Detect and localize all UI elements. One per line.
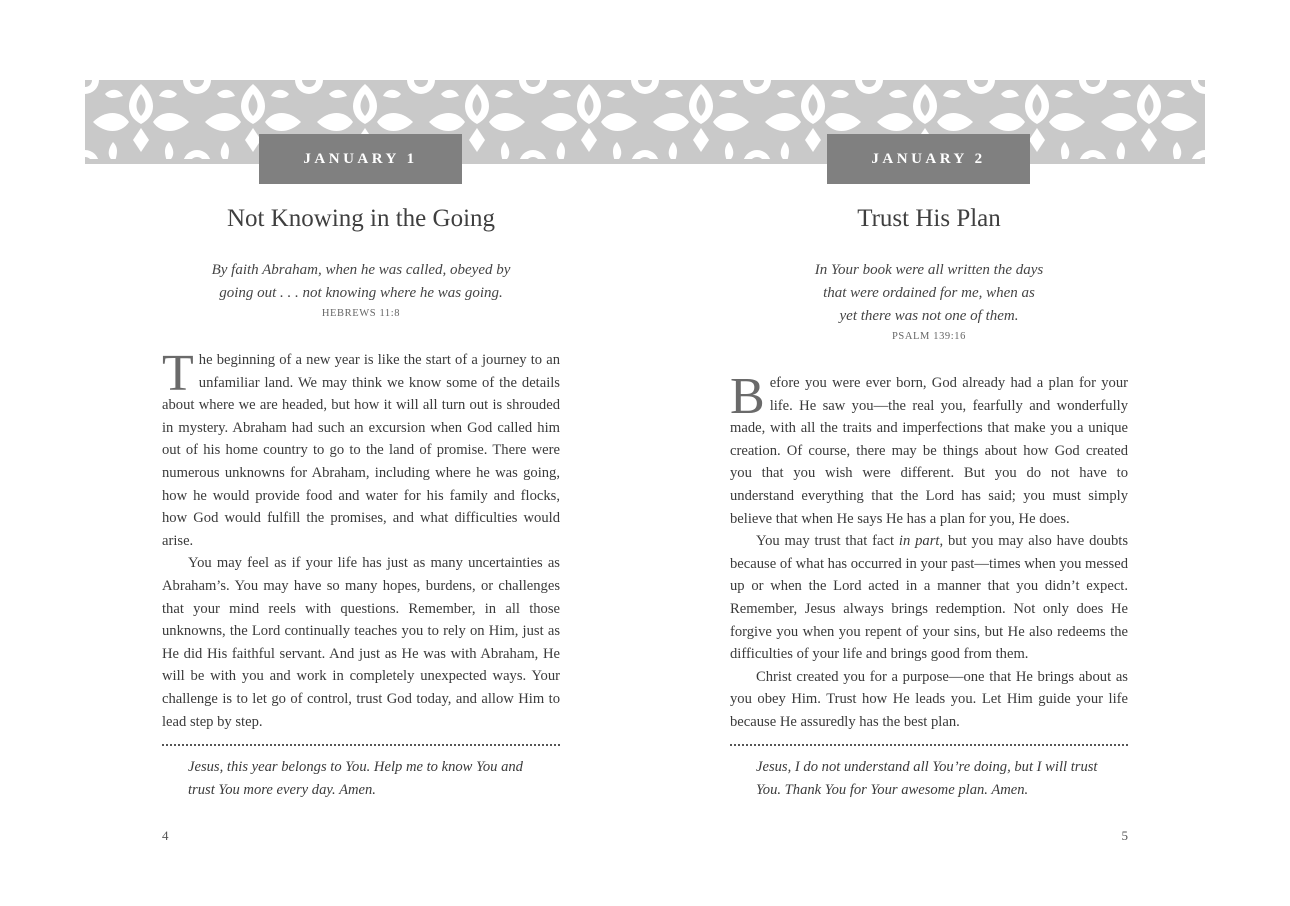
verse-reference: HEBREWS 11:8 [321, 308, 401, 319]
devotional-title: Not Knowing in the Going [226, 205, 496, 232]
paragraph-text: , but you may also have doubts because of what has occurred in your past—times when you messed up or when the Lord acted in a manner that you didn’t expect. Remember, Jesus always brings redemption. Not only does He forgive you when you repent of your sins, but He also redeems the difficulties of your life and brings good from them. [730, 533, 1129, 663]
body-paragraph [730, 368, 1128, 530]
prayer [188, 756, 538, 801]
paragraph-text: efore you were ever born, God already had a plan for your life. He saw you—the real you, fearfully and wonderfully made, with all the traits and imperfections that make you a unique creation. Of course, there may be things about how God created you that you wish were different. But you do not have to understand everything that the Lord has said; you must simply believe that when He says He has a plan for you, He does. [730, 375, 1128, 527]
verse-line: going out . . . not knowing where he was going. [219, 285, 503, 301]
paragraph-text: You may trust that fact [756, 533, 899, 550]
scripture-verse [162, 259, 560, 319]
page-number: 4 [162, 828, 169, 843]
body-paragraph: You may feel as if your life has just as many uncertainties as Abraham’s. You may have so many hopes, burdens, or challenges that your mind reels with questions. Remember, in all those unknowns, the Lord continually teaches you to rely on Him, just as He did His faithful servant. And just as He was with Abraham, He will be with you and work in completely unexpected ways. Your challenge is to let go of control, trust God today, and allow Him to lead step by step. [162, 555, 560, 730]
prayer [756, 756, 1106, 801]
emphasis-text: in part [898, 533, 940, 550]
verse-line: In Your book were all written the days [814, 262, 1044, 278]
prayer-line: trust You more every day. Amen. [188, 781, 376, 798]
drop-cap: T [162, 345, 194, 402]
left-page [162, 0, 560, 906]
devotional-title: Trust His Plan [857, 205, 1001, 232]
dotted-divider [162, 744, 560, 746]
verse-line: that were ordained for me, when as [823, 285, 1035, 301]
scripture-verse [730, 259, 1128, 342]
body-paragraph [162, 345, 560, 552]
dotted-divider [730, 744, 1128, 746]
devotional-body [730, 368, 1129, 734]
verse-reference: PSALM 139:16 [891, 331, 966, 342]
verse-line: yet there was not one of them. [839, 308, 1019, 324]
right-page [730, 0, 1128, 906]
drop-cap: B [730, 368, 765, 425]
body-paragraph [730, 530, 1128, 666]
prayer-line: Jesus, this year belongs to You. Help me to know You and [188, 759, 523, 775]
body-paragraph: Christ created you for a purpose—one that He brings about as you obey Him. Trust how He leads you. Let Him guide your life because He assuredly has the best plan. [730, 668, 1128, 730]
date-tab: JANUARY 2 [827, 134, 1030, 184]
paragraph-text: he beginning of a new year is like the start of a journey to an unfamiliar land. We may think we know some of the details about where we are headed, but how it will all turn out is shrouded in mystery. Abraham had such an excursion when God called him out of his home country to go to the land of promise. There were numerous unknowns for Abraham, including where he was going, how he would provide food and water for his family and flocks, how God would fulfill the promises, and what difficulties would arise. [162, 352, 560, 549]
prayer-line: You. Thank You for Your awesome plan. Amen. [756, 781, 1029, 798]
prayer-line: Jesus, I do not understand all You’re doing, but I will trust [756, 759, 1098, 775]
verse-line: By faith Abraham, when he was called, obeyed by [211, 262, 511, 278]
devotional-body [162, 345, 560, 733]
date-tab: JANUARY 1 [259, 134, 462, 184]
page-number: 5 [1121, 828, 1128, 843]
